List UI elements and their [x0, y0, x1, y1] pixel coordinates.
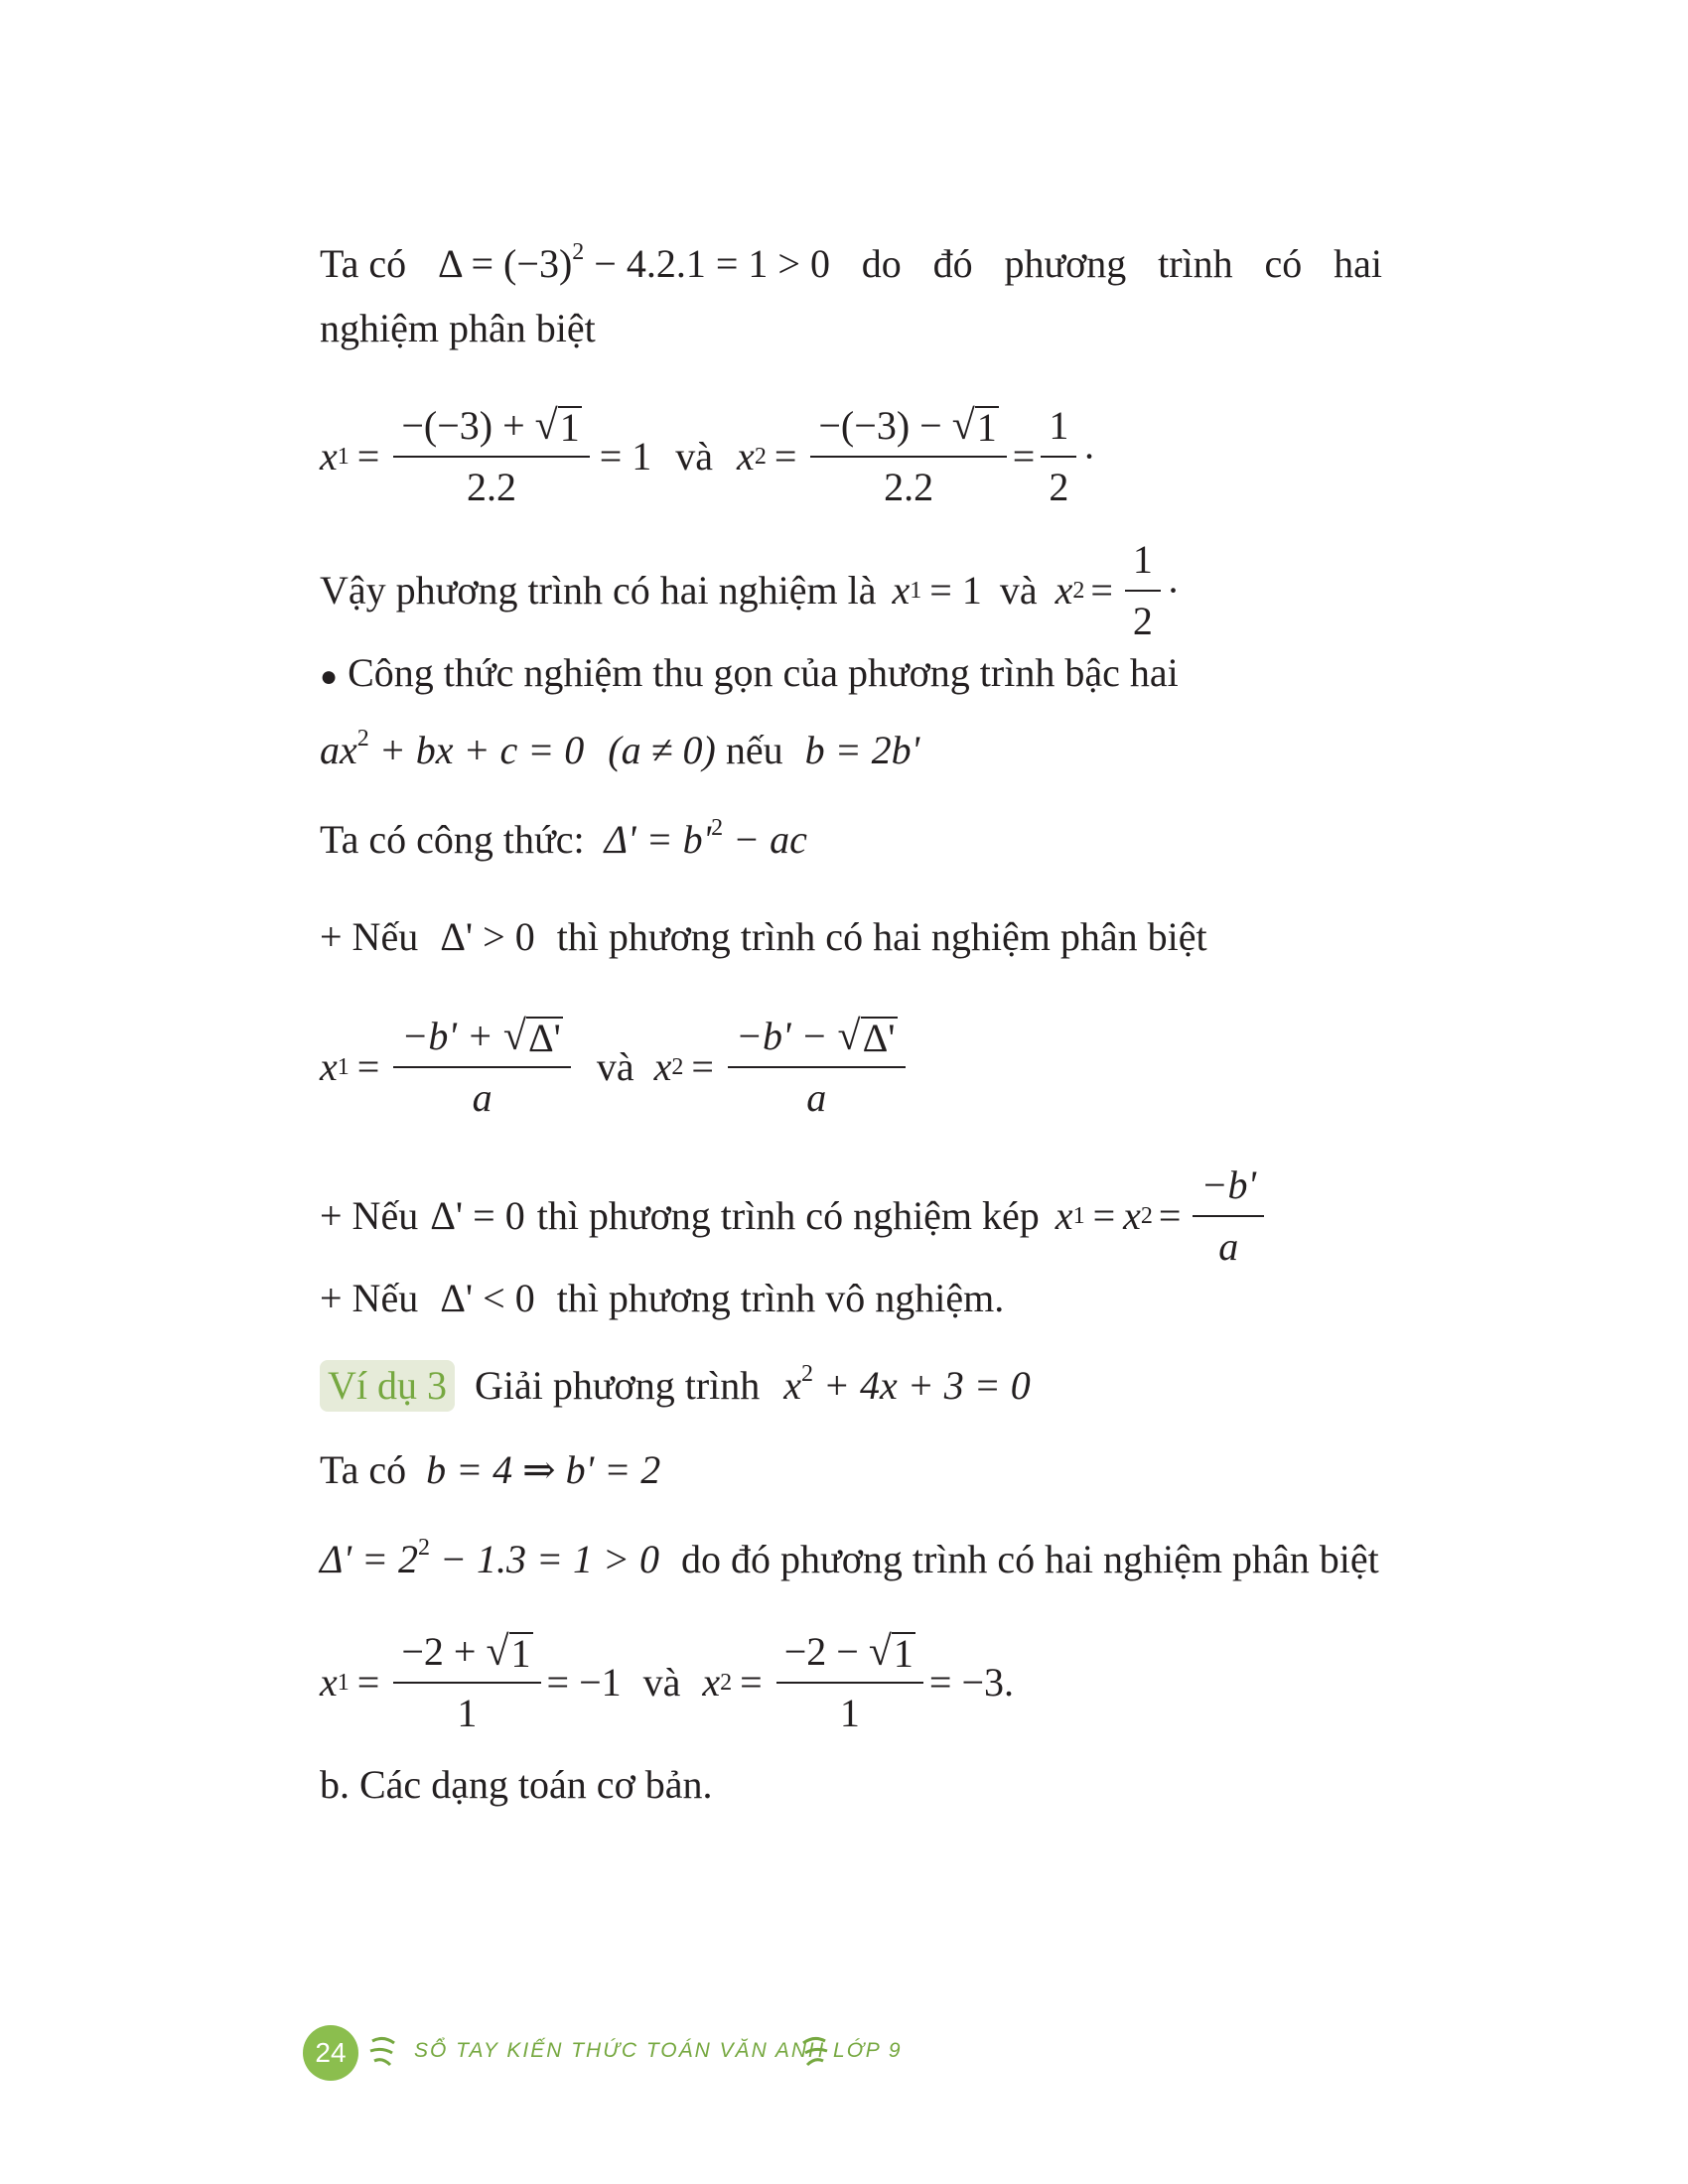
leaf-icon: [799, 2033, 829, 2073]
case-3: + Nếu Δ' < 0 thì phương trình vô nghiệm.: [320, 1276, 1005, 1320]
delta-prime-line: $\Delta' = 2^2 - 1.3 = 1 > 0$ do đó phương trình có hai nghiệm phân biệt: [320, 1535, 1379, 1581]
fraction: −b' + √ Δ' a: [393, 1013, 571, 1122]
word: đó: [932, 241, 973, 286]
general-equation: $ax^2$ + bx + c = 0 (a ≠ 0) nếu b = 2b': [320, 726, 920, 772]
ta-co: Ta có: [320, 241, 407, 286]
text-line: nghiệm phân biệt: [320, 306, 596, 350]
case-2: + Nếu Δ' = 0 thì phương trình có nghiệm kép x 1 = x 2 = $\frac{-b'}{a}$: [320, 1161, 1382, 1271]
delta-expression: $\Delta = (-3)^2 - 4.2.1 = 1 > 0$: [437, 239, 830, 286]
general-roots: x 1 = −b' + √ Δ' a và x 2 = −b' − √ Δ' a: [320, 1013, 1382, 1122]
roots-example-3: x 1 = −2 + √ 1 1 = −1 và x 2 = −2 − √ 1 1 = −3.: [320, 1629, 1015, 1735]
page-number: 24: [303, 2025, 358, 2081]
word: trình: [1158, 241, 1233, 286]
formula-line: Ta có công thức: $\Delta' = b'^2$ − ac: [320, 815, 807, 862]
delta-line: [320, 238, 1382, 290]
example-3-heading: Ví dụ 3 Giải phương trình $x^2 + 4x + 3 = 0$: [320, 1360, 1382, 1412]
example-label: Ví dụ 3: [320, 1360, 455, 1412]
fraction: $\frac{1}{2}$: [1041, 402, 1076, 511]
fraction: −(−3) − √ 1 2.2: [810, 402, 1006, 511]
word: do: [861, 241, 902, 286]
book-title: SỔ TAY KIẾN THỨC TOÁN VĂN ANH LỚP 9: [414, 2039, 903, 2062]
fraction: −2 − √ 1 1: [776, 1628, 923, 1737]
fraction: −(−3) + √ 1 2.2: [393, 402, 589, 511]
fraction: −2 + √ 1 1: [393, 1628, 540, 1737]
leaf-icon: [368, 2033, 398, 2073]
bullet-icon: ●: [320, 660, 339, 693]
roots-example-2: x 1 = −(−3) + √ 1 2.2 = 1 và x 2 = −(−3) − √ 1 2.2 = $\frac{1}{2}$ ·: [320, 403, 1096, 509]
fraction: $\frac{-b'}{a}$: [1193, 1161, 1264, 1271]
b-prime-line: Ta có b = 4 ⇒ b' = 2: [320, 1447, 661, 1492]
word: hai: [1334, 241, 1382, 286]
conclusion-line: Vậy phương trình có hai nghiệm là x 1 = 1 và x 2 = $\frac{1}{2}$ ·: [320, 537, 1181, 643]
word: phương: [1004, 241, 1127, 286]
case-1: + Nếu Δ' > 0 thì phương trình có hai nghiệm phân biệt: [320, 914, 1207, 959]
fraction: $\frac{1}{2}$: [1125, 536, 1161, 645]
fraction: −b' − √ Δ' a: [728, 1013, 906, 1122]
bullet-line: ● Công thức nghiệm thu gọn của phương trình bậc hai: [320, 650, 1179, 695]
section-b-heading: b. Các dạng toán cơ bản.: [320, 1762, 713, 1807]
word: có: [1264, 241, 1303, 286]
